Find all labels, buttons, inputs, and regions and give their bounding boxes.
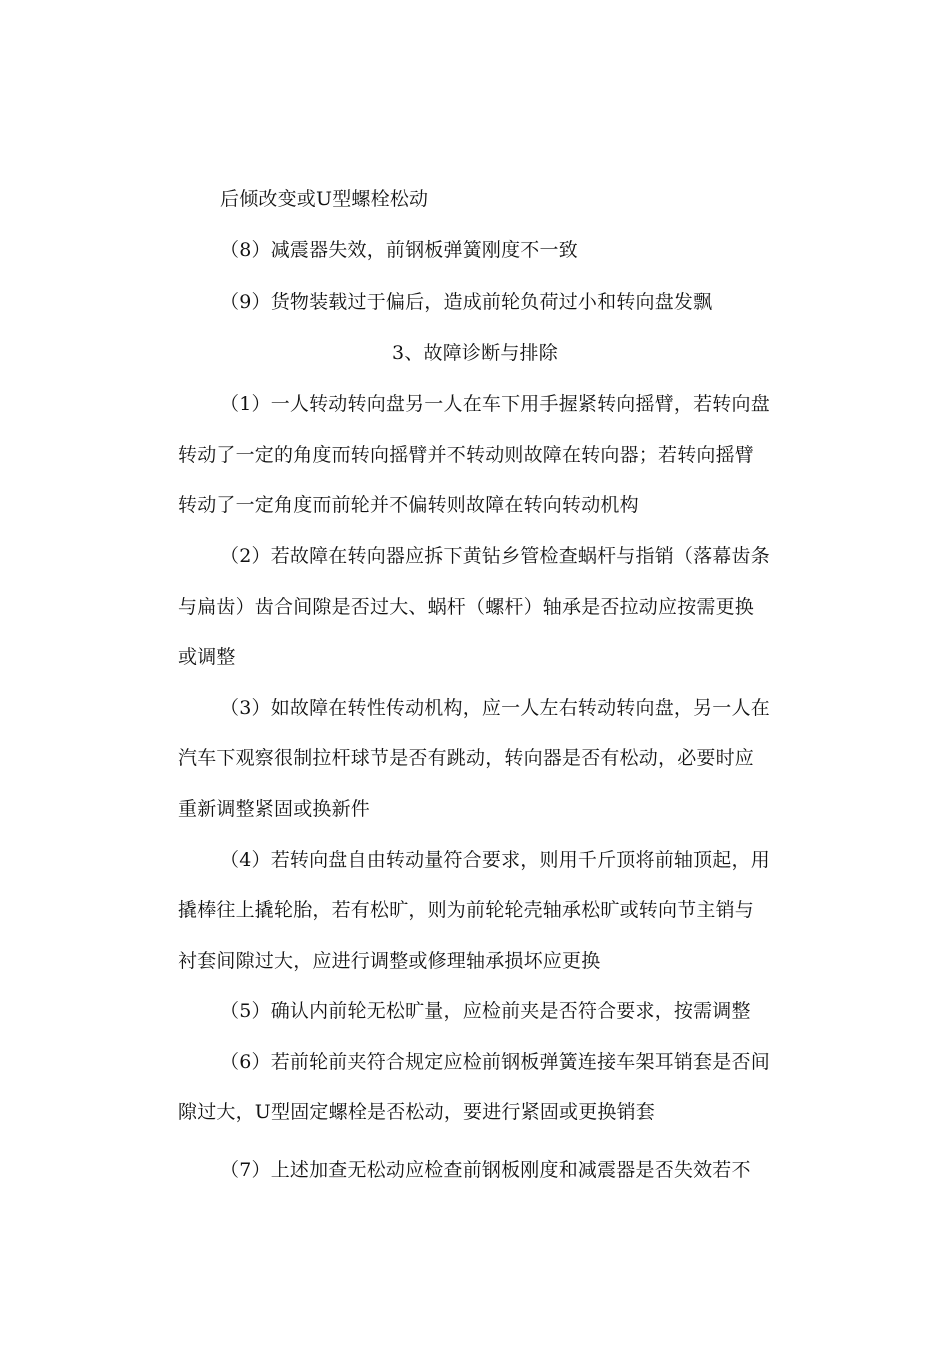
paragraph-line: 衬套间隙过大，应进行调整或修理轴承损坏应更换 bbox=[178, 950, 601, 972]
list-item-1: （1）一人转动转向盘另一人在车下用手握紧转向摇臂，若转向盘 bbox=[220, 393, 770, 415]
list-item-7: （7）上述加查无松动应检查前钢板刚度和减震器是否失效若不 bbox=[220, 1159, 751, 1181]
list-item-4: （4）若转向盘自由转动量符合要求，则用千斤顶将前轴顶起，用 bbox=[220, 849, 770, 871]
list-item-3: （3）如故障在转性传动机构，应一人左右转动转向盘，另一人在 bbox=[220, 697, 770, 719]
paragraph-line: 或调整 bbox=[178, 646, 236, 668]
paragraph-line: 转动了一定角度而前轮并不偏转则故障在转向转动机构 bbox=[178, 494, 639, 516]
list-item-8: （8）减震器失效，前钢板弹簧刚度不一致 bbox=[220, 239, 578, 261]
section-heading: 3、故障诊断与排除 bbox=[392, 342, 558, 364]
paragraph-line: 汽车下观察很制拉杆球节是否有跳动，转向器是否有松动，必要时应 bbox=[178, 747, 755, 769]
paragraph-line: 转动了一定的角度而转向摇臂并不转动则故障在转向器；若转向摇臂 bbox=[178, 444, 755, 466]
paragraph-line: 撬棒往上撬轮胎，若有松旷，则为前轮轮壳轴承松旷或转向节主销与 bbox=[178, 899, 755, 921]
paragraph-line: 隙过大，U型固定螺栓是否松动，要进行紧固或更换销套 bbox=[178, 1101, 656, 1123]
paragraph-line: 与扁齿）齿合间隙是否过大、蜗杆（螺杆）轴承是否拉动应按需更换 bbox=[178, 596, 755, 618]
list-item-5: （5）确认内前轮无松旷量，应检前夹是否符合要求，按需调整 bbox=[220, 1000, 751, 1022]
list-item-9: （9）货物装载过于偏后，造成前轮负荷过小和转向盘发飘 bbox=[220, 291, 713, 313]
paragraph-line: 重新调整紧固或换新件 bbox=[178, 798, 371, 820]
list-item-6: （6）若前轮前夹符合规定应检前钢板弹簧连接车架耳销套是否间 bbox=[220, 1051, 770, 1073]
list-item-2: （2）若故障在转向器应拆下黄钻乡管检查蜗杆与指销（落幕齿条 bbox=[220, 545, 770, 567]
paragraph-line: 后倾改变或U型螺栓松动 bbox=[220, 188, 429, 210]
